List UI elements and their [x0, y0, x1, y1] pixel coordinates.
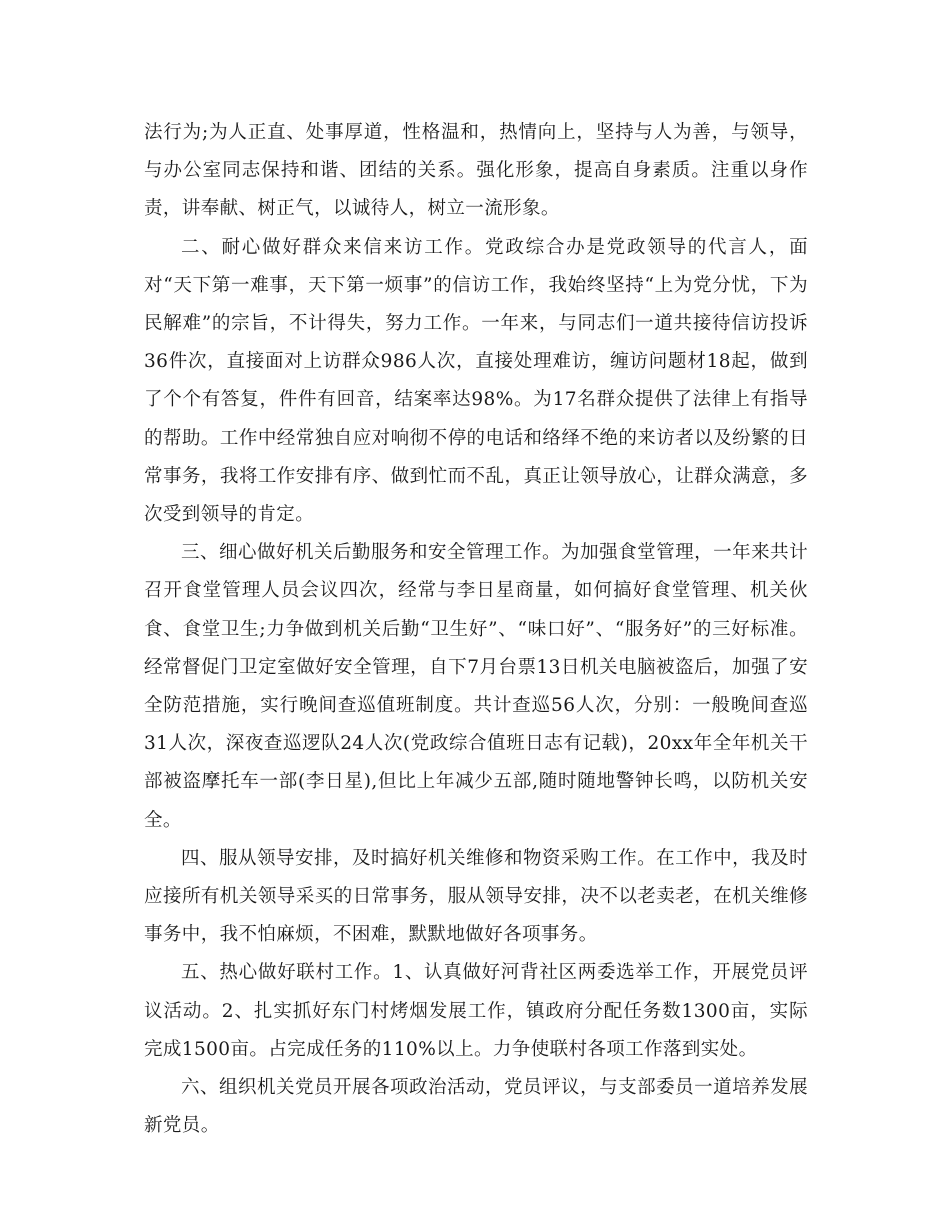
paragraph-maintenance-procurement: 四、服从领导安排，及时搞好机关维修和物资采购工作。在工作中，我及时应接所有机关领导采买的日常事务，服从领导安排，决不以老卖老，在机关维修事务中，我不怕麻烦，不困难，默默地做好各项事务。	[144, 847, 808, 946]
paragraph-logistics-safety: 三、细心做好机关后勤服务和安全管理工作。为加强食堂管理，一年来共计召开食堂管理人员会议四次，经常与李日星商量，如何搞好食堂管理、机关伙食、食堂卫生;力争做到机关后勤“卫生好”、“味口好”、“服务好”的三好标准。经常督促门卫定室做好安全管理，自下7月台票13日机关电脑被盗后，加强了安全防范措施，实行晚间查巡值班制度。共计查巡56人次，分别：一般晚间查巡31人次，深夜查巡逻队24人次(党政综合值班日志有记载)，20xx年全年机关干部被盗摩托车一部(李日星),但比上年减少五部,随时随地警钟长鸣，以防机关安全。	[144, 542, 808, 831]
paragraph-continuation: 法行为;为人正直、处事厚道，性格温和，热情向上，坚持与人为善，与领导，与办公室同志保持和谐、团结的关系。强化形象，提高自身素质。注重以身作责，讲奉献、树正气，以诚待人，树立一流形象。	[144, 122, 808, 220]
paragraph-party-activities: 六、组织机关党员开展各项政治活动，党员评议，与支部委员一道培养发展新党员。	[144, 1077, 808, 1137]
document-body	[144, 114, 808, 1145]
paragraph-petition-work: 二、耐心做好群众来信来访工作。党政综合办是党政领导的代言人，面对“天下第一难事，天下第一烦事”的信访工作，我始终坚持“上为党分忧，下为民解难”的宗旨，不计得失，努力工作。一年来，与同志们一道共接待信访投诉36件次，直接面对上访群众986人次，直接处理难访，缠访问题材18起，做到了个个有答复，件件有回音，结案率达98%。为17名群众提供了法律上有指导的帮助。工作中经常独自应对响彻不停的电话和络绎不绝的来访者以及纷繁的日常事务，我将工作安排有序、做到忙而不乱，真正让领导放心，让群众满意，多次受到领导的肯定。	[144, 236, 808, 526]
paragraph-village-work: 五、热心做好联村工作。1、认真做好河背社区两委选举工作，开展党员评议活动。2、扎实抓好东门村烤烟发展工作，镇政府分配任务数1300亩，实际完成1500亩。占完成任务的110%以上。力争使联村各项工作落到实处。	[144, 962, 808, 1060]
